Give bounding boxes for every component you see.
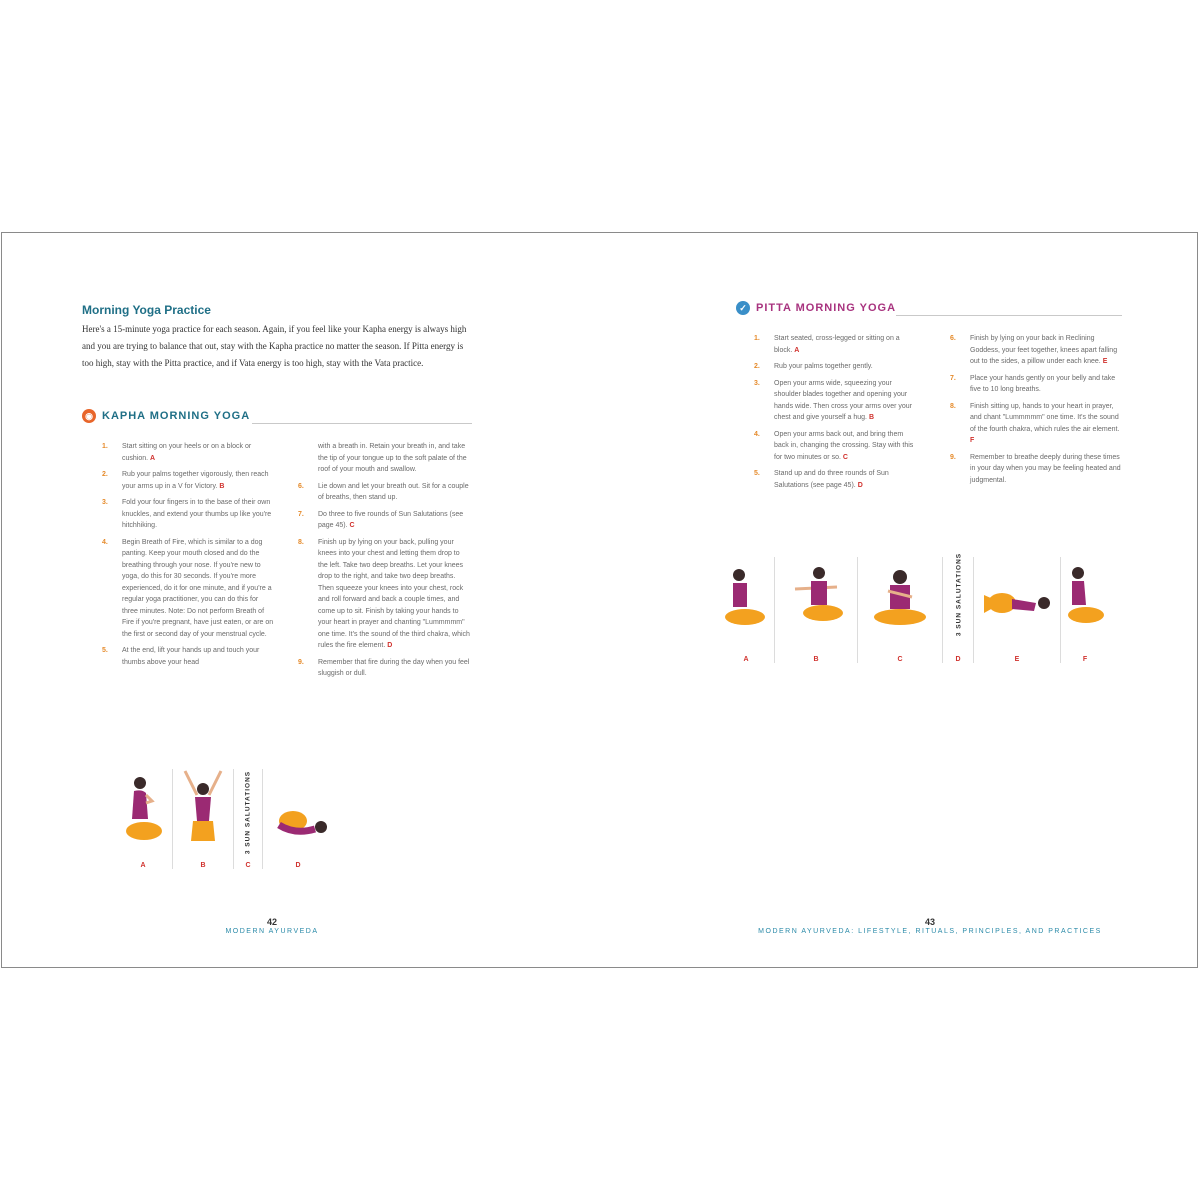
step-text: Remember that fire during the day when you feel sluggish or dull. bbox=[318, 658, 470, 677]
step-text: Finish sitting up, hands to your heart in prayer, and chant "Lummmmm" one time. It's the sound of the fourth chakra, which rules the air element. bbox=[970, 402, 1120, 433]
pose-arms-v-icon bbox=[175, 769, 231, 855]
step-number: 1. bbox=[754, 335, 760, 342]
intro-text: Here's a 15-minute yoga practice for each season. Again, if you feel like your Kapha energy is always high and you are trying to balance that out, stay with the Kapha practice no matter the season. If Pitta energy is too high, stay with the Pitta practice, and if Vata energy is too high, stay with the Vata practice. bbox=[82, 324, 467, 368]
step-text: Do three to five rounds of Sun Salutations (see page 45). bbox=[318, 510, 464, 529]
step-item bbox=[102, 469, 274, 492]
step-number: 5. bbox=[754, 470, 760, 477]
figure-c bbox=[858, 557, 943, 663]
step-number: 7. bbox=[298, 510, 304, 518]
running-head: MODERN AYURVEDA: LIFESTYLE, RITUALS, PRINCIPLES, AND PRACTICES bbox=[758, 928, 1102, 935]
figure-label: A bbox=[743, 656, 749, 663]
step-item bbox=[298, 657, 470, 680]
step-number: 4. bbox=[754, 430, 760, 438]
step-item bbox=[298, 509, 470, 532]
step-text: Rub your palms together gently. bbox=[774, 363, 873, 370]
step-item bbox=[754, 333, 916, 356]
step-number: 6. bbox=[950, 335, 956, 342]
figure-a bbox=[114, 769, 173, 869]
pose-arms-open-icon bbox=[777, 557, 855, 647]
step-item bbox=[102, 537, 274, 641]
step-text: Finish by lying on your back in Reclining Goddess, your feet together, knees apart falling out to the sides, a pillow under each knee. bbox=[970, 335, 1118, 365]
figure-label: E bbox=[1014, 656, 1020, 663]
pitta-section-header bbox=[736, 301, 896, 315]
right-page bbox=[600, 233, 1198, 967]
figure-reference: D bbox=[857, 481, 863, 489]
pose-reclining-goddess-icon bbox=[976, 557, 1058, 647]
figure-reference: F bbox=[970, 437, 975, 444]
step-number: 6. bbox=[298, 482, 304, 490]
step-text: Open your arms back out, and bring them back in, changing the crossing. Stay with this for two minutes or so. bbox=[774, 430, 914, 461]
figure-e bbox=[974, 557, 1061, 663]
figure-label: D bbox=[955, 656, 961, 663]
step-text: Place your hands gently on your belly and take five to 10 long breaths. bbox=[970, 374, 1116, 393]
sun-salutations-label: 3 SUN SALUTATIONS bbox=[955, 552, 963, 637]
figure-reference: B bbox=[868, 414, 875, 421]
figure-c bbox=[234, 769, 263, 869]
step-item bbox=[950, 401, 1122, 447]
figure-label: D bbox=[295, 862, 301, 869]
page-number: 42 bbox=[266, 917, 277, 927]
step-text: Finish up by lying on your back, pulling your knees into your chest and letting them drop to the left. Take two deep breaths. Let your knees drop to the right, and take two deep breaths. Then squeeze your knees into your chest, rock and roll forward and back a couple times, and come up to sit. Finish by taking your hands to your heart in prayer and chanting "Lummmmm" one time. It's the sound of the third chakra, which rules the fire element. bbox=[318, 538, 470, 649]
step-item bbox=[298, 537, 470, 652]
running-head: MODERN AYURVEDA bbox=[225, 928, 319, 935]
page-number: 43 bbox=[924, 917, 935, 927]
step-text: Lie down and let your breath out. Sit for a couple of breaths, then stand up. bbox=[318, 482, 469, 501]
step-number: 3. bbox=[102, 499, 108, 506]
sun-salutations-label: 3 SUN SALUTATIONS bbox=[244, 770, 252, 855]
step-number: 5. bbox=[102, 647, 108, 654]
figure-label: C bbox=[897, 656, 903, 663]
figure-label: F bbox=[1082, 656, 1088, 663]
step-text: Start sitting on your heels or on a block or cushion. bbox=[122, 443, 252, 462]
step-text: Fold your four fingers in to the base of their own knuckles, and extend your thumbs up like you're hitchhiking. bbox=[122, 499, 272, 529]
step-item bbox=[102, 497, 274, 532]
figure-reference: A bbox=[794, 346, 800, 354]
step-number: 8. bbox=[298, 538, 304, 546]
step-item bbox=[950, 373, 1122, 396]
left-folio bbox=[182, 917, 362, 935]
step-number: 7. bbox=[950, 374, 956, 382]
kapha-figures bbox=[114, 769, 333, 869]
figure-label: B bbox=[200, 862, 206, 869]
left-page bbox=[2, 233, 600, 967]
step-number: 9. bbox=[950, 453, 956, 461]
step-number: 9. bbox=[298, 658, 304, 666]
step-item bbox=[950, 333, 1122, 368]
section-rule bbox=[896, 315, 1122, 316]
pose-seated-icon bbox=[118, 769, 168, 855]
kapha-section-header bbox=[82, 409, 250, 423]
kapha-steps-col1 bbox=[102, 441, 274, 673]
pitta-steps-col2 bbox=[950, 333, 1122, 491]
figure-label: B bbox=[813, 656, 819, 663]
step-item bbox=[754, 429, 916, 464]
figure-b bbox=[775, 557, 858, 663]
figure-reference: C bbox=[842, 453, 848, 461]
pose-lying-icon bbox=[265, 769, 331, 855]
step-item bbox=[298, 441, 470, 476]
step-number: 1. bbox=[102, 443, 108, 450]
step-text: Open your arms wide, squeezing your shoulder blades together and opening your hands wide. Then cross your arms over your chest and give yourself a hug. bbox=[774, 379, 912, 421]
kapha-steps-col2 bbox=[298, 441, 470, 685]
figure-reference: B bbox=[219, 482, 225, 490]
figure-d bbox=[263, 769, 333, 869]
step-number: 3. bbox=[754, 379, 760, 387]
figure-a bbox=[718, 557, 775, 663]
pitta-section-title: PITTA MORNING YOGA bbox=[756, 302, 897, 314]
step-item bbox=[754, 468, 916, 491]
step-item bbox=[102, 645, 274, 668]
step-item bbox=[754, 361, 916, 373]
pitta-figures bbox=[718, 552, 1109, 663]
pitta-steps-col1 bbox=[754, 333, 916, 496]
figure-label: C bbox=[245, 862, 251, 869]
kapha-badge-icon: ◉ bbox=[82, 409, 96, 423]
pitta-badge-icon: ✓ bbox=[736, 301, 750, 315]
step-text: Start seated, cross-legged or sitting on a block. bbox=[774, 335, 900, 354]
right-folio bbox=[750, 917, 1110, 935]
step-text: Begin Breath of Fire, which is similar to a dog panting. Keep your mouth closed and do the breathing through your nose. If you're new to yoga, do this for 30 seconds. If you're more experienced, do it for one minute, and if you're a regular yoga practitioner, you can do this for three minutes. Note: Do not perform Breath of Fire if you're pregnant, have just eaten, or are on the first or second day of your menstrual cycle. bbox=[122, 538, 274, 638]
figure-label: A bbox=[140, 862, 146, 869]
figure-reference: E bbox=[1102, 358, 1108, 365]
step-number: 2. bbox=[754, 363, 760, 370]
figure-d bbox=[943, 552, 974, 663]
step-text: Remember to breathe deeply during these times in your day when you may be feeling heated and judgmental. bbox=[970, 453, 1121, 484]
step-number: 8. bbox=[950, 402, 956, 410]
step-text: At the end, lift your hands up and touch your thumbs above your head bbox=[122, 647, 260, 666]
step-number: 2. bbox=[102, 471, 108, 478]
step-text: Stand up and do three rounds of Sun Salutations (see page 45). bbox=[774, 470, 889, 489]
pose-prayer-icon bbox=[1062, 557, 1108, 647]
step-item bbox=[298, 481, 470, 504]
step-item bbox=[102, 441, 274, 464]
figure-f bbox=[1061, 557, 1109, 663]
figure-b bbox=[173, 769, 234, 869]
step-item bbox=[950, 452, 1122, 487]
figure-reference: D bbox=[387, 642, 393, 649]
step-number: 4. bbox=[102, 538, 108, 546]
intro-heading: Morning Yoga Practice bbox=[82, 303, 211, 317]
book-spread bbox=[1, 232, 1198, 968]
kapha-section-title: KAPHA MORNING YOGA bbox=[102, 410, 251, 422]
step-text: with a breath in. Retain your breath in, and take the tip of your tongue up to the soft palate of the roof of your mouth and swallow. bbox=[318, 443, 467, 473]
section-rule bbox=[252, 423, 472, 424]
figure-reference: A bbox=[150, 454, 156, 462]
pose-hug-icon bbox=[860, 557, 940, 647]
figure-reference: C bbox=[349, 522, 355, 529]
pose-seated-icon bbox=[721, 557, 771, 647]
step-item bbox=[754, 378, 916, 424]
step-text: Rub your palms together vigorously, then reach your arms up in a V for Victory. bbox=[122, 471, 269, 490]
